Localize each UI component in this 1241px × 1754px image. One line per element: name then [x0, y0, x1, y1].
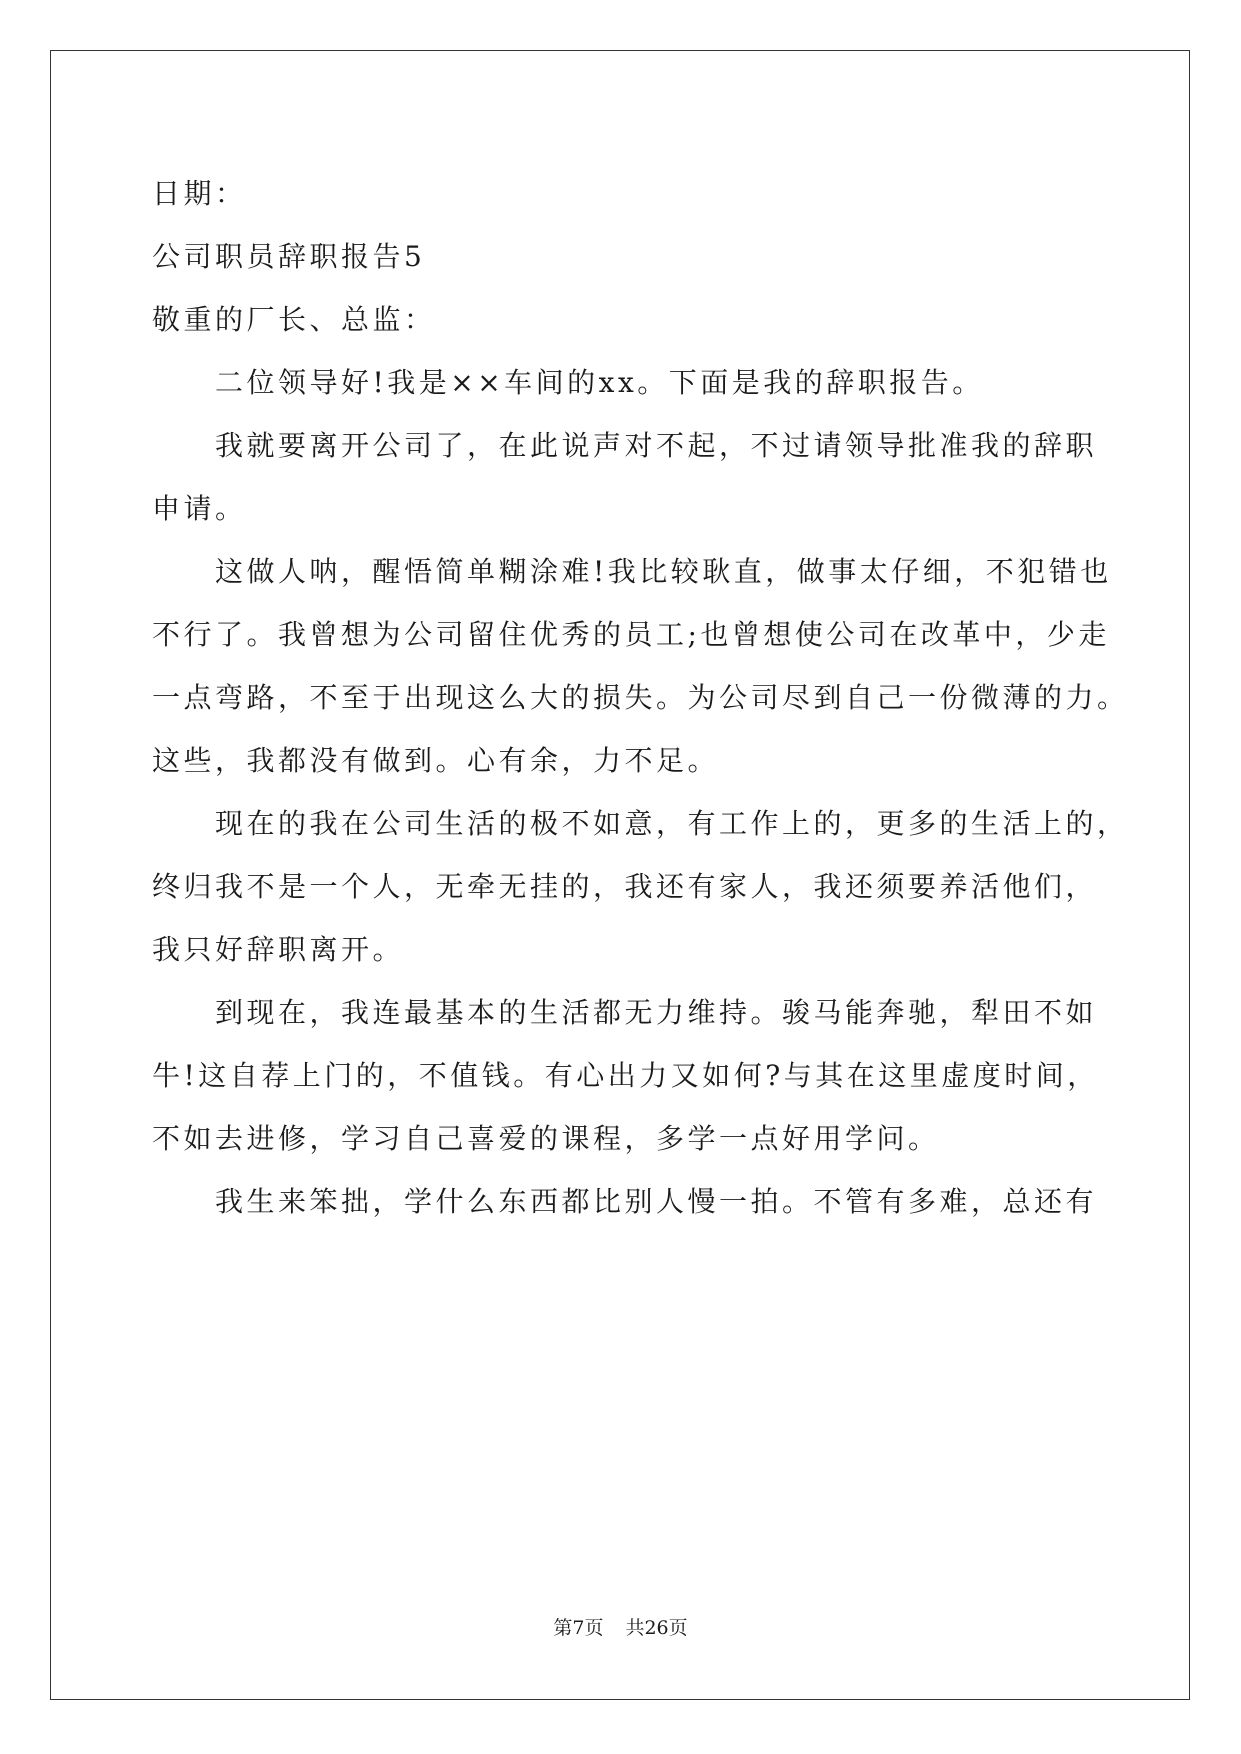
text-line: 二位领导好!我是××车间的xx。下面是我的辞职报告。: [215, 366, 984, 399]
text-line: 现在的我在公司生活的极不如意，有工作上的，更多的生活上的，: [215, 807, 1129, 840]
text-line: 这些，我都没有做到。心有余，力不足。: [152, 744, 720, 777]
text-line: 这做人呐，醒悟简单糊涂难!我比较耿直，做事太仔细，不犯错也: [215, 555, 1112, 588]
text-line: 到现在，我连最基本的生活都无力维持。骏马能奔驰，犁田不如: [215, 996, 1098, 1029]
text-line: 我只好辞职离开。: [152, 933, 405, 966]
page-footer: [0, 1616, 1241, 1640]
total-page-count: 共26页: [625, 1617, 688, 1639]
text-line: 不行了。我曾想为公司留住优秀的员工;也曾想使公司在改革中，少走: [152, 618, 1110, 651]
text-line: 一点弯路，不至于出现这么大的损失。为公司尽到自己一份微薄的力。: [152, 681, 1129, 714]
document-body: [152, 162, 1129, 1233]
current-page-number: 第7页: [553, 1617, 604, 1639]
text-line: 牛!这自荐上门的，不值钱。有心出力又如何?与其在这里虚度时间，: [152, 1059, 1099, 1092]
text-line: 终归我不是一个人，无牵无挂的，我还有家人，我还须要养活他们，: [152, 870, 1098, 903]
salutation: 敬重的厂长、总监：: [152, 303, 436, 336]
text-line: 我生来笨拙，学什么东西都比别人慢一拍。不管有多难，总还有: [215, 1185, 1098, 1218]
text-line: 我就要离开公司了，在此说声对不起，不过请领导批准我的辞职: [215, 429, 1098, 462]
text-line: 申请。: [152, 492, 247, 525]
document-title: 公司职员辞职报告5: [152, 240, 426, 273]
text-line: 日期：: [152, 177, 247, 210]
text-line: 不如去进修，学习自己喜爱的课程，多学一点好用学问。: [152, 1122, 940, 1155]
